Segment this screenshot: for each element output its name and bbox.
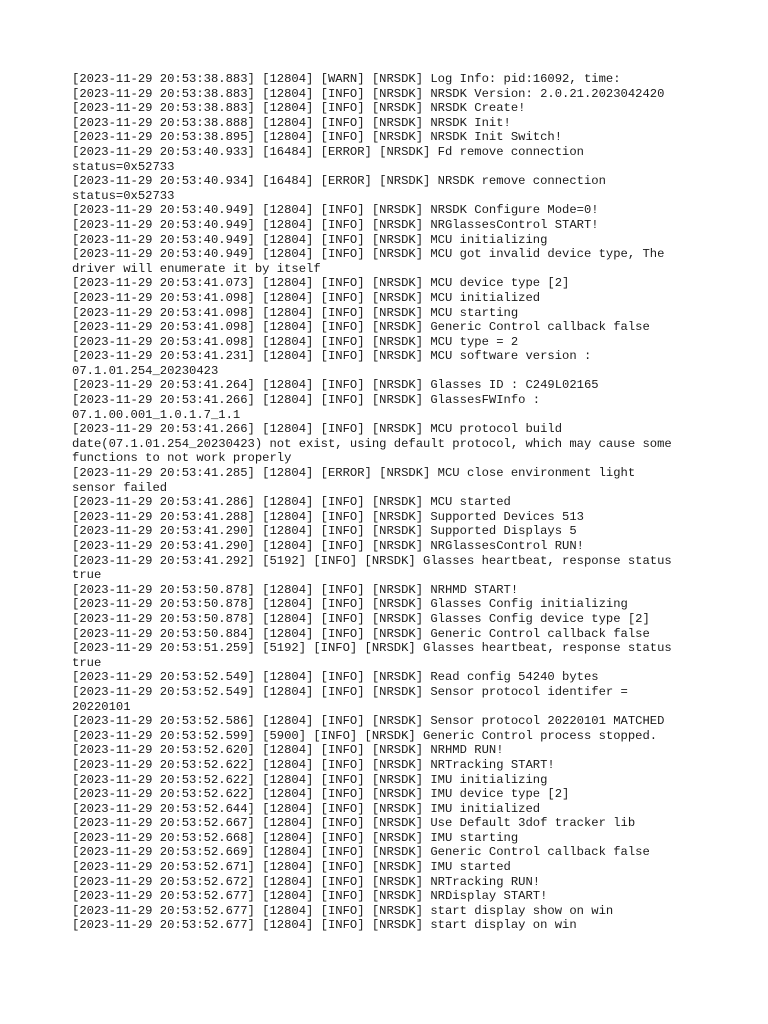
log-line: [2023-11-29 20:53:41.266] [12804] [INFO] [NRSDK] GlassesFWInfo : xyxy=(72,393,541,408)
log-line: [2023-11-29 20:53:41.098] [12804] [INFO] [NRSDK] MCU type = 2 xyxy=(72,334,519,349)
log-line: driver will enumerate it by itself xyxy=(72,261,321,276)
log-line: 07.1.01.254_20230423 xyxy=(72,363,219,378)
log-line: [2023-11-29 20:53:52.677] [12804] [INFO] [NRSDK] NRDisplay START! xyxy=(72,889,548,904)
log-line: status=0x52733 xyxy=(72,188,175,203)
log-line: [2023-11-29 20:53:52.599] [5900] [INFO] [NRSDK] Generic Control process stopped. xyxy=(72,728,658,743)
log-line: [2023-11-29 20:53:41.286] [12804] [INFO] [NRSDK] MCU started xyxy=(72,495,511,510)
log-line: [2023-11-29 20:53:38.888] [12804] [INFO] [NRSDK] NRSDK Init! xyxy=(72,115,511,130)
log-line: [2023-11-29 20:53:52.586] [12804] [INFO] [NRSDK] Sensor protocol 20220101 MATCHED xyxy=(72,714,665,729)
log-line: [2023-11-29 20:53:38.895] [12804] [INFO] [NRSDK] NRSDK Init Switch! xyxy=(72,130,563,145)
log-line: [2023-11-29 20:53:52.549] [12804] [INFO] [NRSDK] Read config 54240 bytes xyxy=(72,670,599,685)
log-line: [2023-11-29 20:53:52.677] [12804] [INFO] [NRSDK] start display on win xyxy=(72,918,577,933)
log-line: [2023-11-29 20:53:52.672] [12804] [INFO] [NRSDK] NRTracking RUN! xyxy=(72,874,541,889)
log-line: [2023-11-29 20:53:40.949] [12804] [INFO] [NRSDK] MCU initializing xyxy=(72,232,548,247)
log-line: [2023-11-29 20:53:50.878] [12804] [INFO] [NRSDK] Glasses Config device type [2] xyxy=(72,611,650,626)
log-line: [2023-11-29 20:53:51.259] [5192] [INFO] [NRSDK] Glasses heartbeat, response status xyxy=(72,641,672,656)
log-line: [2023-11-29 20:53:38.883] [12804] [INFO] [NRSDK] NRSDK Create! xyxy=(72,101,526,116)
log-line: [2023-11-29 20:53:52.620] [12804] [INFO] [NRSDK] NRHMD RUN! xyxy=(72,743,504,758)
log-line: 07.1.00.001_1.0.1.7_1.1 xyxy=(72,407,241,422)
log-line: [2023-11-29 20:53:41.285] [12804] [ERROR] [NRSDK] MCU close environment light xyxy=(72,466,636,481)
log-line: [2023-11-29 20:53:40.949] [12804] [INFO] [NRSDK] MCU got invalid device type, The xyxy=(72,247,665,262)
log-line: [2023-11-29 20:53:41.098] [12804] [INFO] [NRSDK] MCU initialized xyxy=(72,290,541,305)
log-line: functions to not work properly xyxy=(72,451,292,466)
log-line: [2023-11-29 20:53:52.677] [12804] [INFO] [NRSDK] start display show on win xyxy=(72,903,614,918)
log-line: [2023-11-29 20:53:52.644] [12804] [INFO] [NRSDK] IMU initialized xyxy=(72,801,541,816)
log-line: [2023-11-29 20:53:38.883] [12804] [INFO] [NRSDK] NRSDK Version: 2.0.21.2023042420 xyxy=(72,86,665,101)
log-line: [2023-11-29 20:53:40.949] [12804] [INFO] [NRSDK] NRGlassesControl START! xyxy=(72,217,599,232)
log-line: [2023-11-29 20:53:52.622] [12804] [INFO] [NRSDK] IMU device type [2] xyxy=(72,787,570,802)
log-line: [2023-11-29 20:53:38.883] [12804] [WARN] [NRSDK] Log Info: pid:16092, time: xyxy=(72,72,621,86)
log-line: [2023-11-29 20:53:41.288] [12804] [INFO] [NRSDK] Supported Devices 513 xyxy=(72,509,584,524)
log-line: [2023-11-29 20:53:41.231] [12804] [INFO] [NRSDK] MCU software version : xyxy=(72,349,592,364)
log-line: [2023-11-29 20:53:52.622] [12804] [INFO] [NRSDK] IMU initializing xyxy=(72,772,548,787)
log-line: [2023-11-29 20:53:50.878] [12804] [INFO] [NRSDK] Glasses Config initializing xyxy=(72,597,628,612)
log-line: [2023-11-29 20:53:41.290] [12804] [INFO] [NRSDK] Supported Displays 5 xyxy=(72,524,577,539)
log-line: status=0x52733 xyxy=(72,159,175,174)
log-line: true xyxy=(72,655,102,670)
log-line: [2023-11-29 20:53:40.934] [16484] [ERROR] [NRSDK] NRSDK remove connection xyxy=(72,174,606,189)
log-line: [2023-11-29 20:53:41.266] [12804] [INFO] [NRSDK] MCU protocol build xyxy=(72,422,563,437)
log-text-block xyxy=(72,72,702,933)
log-line: [2023-11-29 20:53:52.622] [12804] [INFO] [NRSDK] NRTracking START! xyxy=(72,757,555,772)
log-line: [2023-11-29 20:53:41.098] [12804] [INFO] [NRSDK] MCU starting xyxy=(72,305,519,320)
log-line: true xyxy=(72,568,102,583)
log-line: date(07.1.01.254_20230423) not exist, using default protocol, which may cause some xyxy=(72,436,672,451)
log-line: [2023-11-29 20:53:50.878] [12804] [INFO] [NRSDK] NRHMD START! xyxy=(72,582,519,597)
log-line: [2023-11-29 20:53:52.667] [12804] [INFO] [NRSDK] Use Default 3dof tracker lib xyxy=(72,816,636,831)
log-line: [2023-11-29 20:53:52.668] [12804] [INFO] [NRSDK] IMU starting xyxy=(72,830,519,845)
log-line: [2023-11-29 20:53:41.292] [5192] [INFO] [NRSDK] Glasses heartbeat, response status xyxy=(72,553,672,568)
log-line: [2023-11-29 20:53:41.098] [12804] [INFO] [NRSDK] Generic Control callback false xyxy=(72,320,650,335)
log-line: [2023-11-29 20:53:52.671] [12804] [INFO] [NRSDK] IMU started xyxy=(72,860,511,875)
log-line: [2023-11-29 20:53:52.549] [12804] [INFO] [NRSDK] Sensor protocol identifer = xyxy=(72,684,628,699)
log-line: [2023-11-29 20:53:52.669] [12804] [INFO] [NRSDK] Generic Control callback false xyxy=(72,845,650,860)
log-line: [2023-11-29 20:53:41.264] [12804] [INFO] [NRSDK] Glasses ID : C249L02165 xyxy=(72,378,599,393)
log-line: [2023-11-29 20:53:40.933] [16484] [ERROR] [NRSDK] Fd remove connection xyxy=(72,144,584,159)
log-line: [2023-11-29 20:53:41.073] [12804] [INFO] [NRSDK] MCU device type [2] xyxy=(72,276,570,291)
log-line: [2023-11-29 20:53:50.884] [12804] [INFO] [NRSDK] Generic Control callback false xyxy=(72,626,650,641)
log-line: sensor failed xyxy=(72,480,168,495)
log-line: 20220101 xyxy=(72,699,131,714)
log-line: [2023-11-29 20:53:41.290] [12804] [INFO] [NRSDK] NRGlassesControl RUN! xyxy=(72,539,584,553)
log-line: [2023-11-29 20:53:40.949] [12804] [INFO] [NRSDK] NRSDK Configure Mode=0! xyxy=(72,203,599,218)
